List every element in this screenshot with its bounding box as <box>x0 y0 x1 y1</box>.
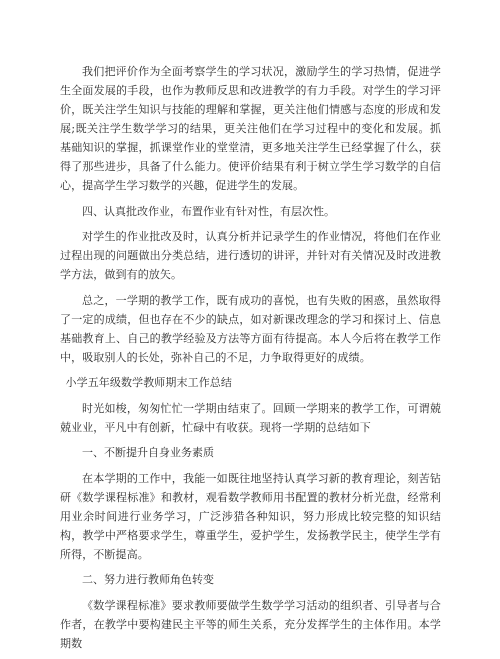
document-body <box>60 62 441 659</box>
paragraph-evaluation: 我们把评价作为全面考察学生的学习状况，激励学生的学习热情，促进学生全面发展的手段，也作为教师反思和改进教学的有力手段。对学生的学习评价，既关注学生知识与技能的理解和掌握，更关注他们情感与态度的形成和发展;既关注学生数学学习的结果，更关注他们在学习过程中的变化和发展。抓基础知识的掌握，抓课堂作业的堂堂清，更多地关注学生已经掌握了什么，获得了那些进步，具备了什么能力。使评价结果有利于树立学生学习数学的自信心，提高学生学习数学的兴趣，促进学生的发展。 <box>60 65 441 192</box>
paragraph-intro: 时光如梭，匆匆忙忙一学期由结束了。回顾一学期来的教学工作，可谓兢兢业业，平凡中有创新，忙碌中有收获。现将一学期的总结如下 <box>60 401 441 434</box>
paragraph-role: 《数学课程标准》要求教师要做学生数学学习活动的组织者、引导者与合作者，在教学中要构建民主平等的师生关系，充分发挥学生的主体作用。本学期数 <box>60 598 441 650</box>
section-heading-role: 二、努力进行教师角色转变 <box>82 573 214 586</box>
section-heading-homework: 四、认真批改作业，布置作业有针对性，有层次性。 <box>82 204 335 218</box>
paragraph-homework: 对学生的作业批改及时，认真分析并记录学生的作业情况，将他们在作业过程出现的问题做出分类总结，进行透切的讲评，并针对有关情况及时改进教学方法，做到有的放矢。 <box>60 230 441 281</box>
section-heading-quality: 一、不断提升自身业务素质 <box>82 446 214 459</box>
paragraph-quality: 在本学期的工作中，我能一如既往地坚持认真学习新的教育理论，刻苦钻研《数学课程标准》和教材，观看数学教师用书配置的教材分析光盘，经常利用业余时间进行业务学习，广泛涉猎各种知识，努力形成比较完整的知识结构，教学中严格要求学生，尊重学生，爱护学生，发扬教学民主，使学生学有所得，不断提高。 <box>60 471 441 561</box>
document-subtitle: 小学五年级数学教师期末工作总结 <box>65 376 232 389</box>
paragraph-summary: 总之，一学期的教学工作，既有成功的喜悦，也有失败的困惑，虽然取得了一定的成绩，但也存在不少的缺点，如对新课改理念的学习和探讨上、信息基础教育上、自己的教学经验及方法等方面有待提高。本人今后将在教学工作中，吸取别人的长处，弥补自己的不足，力争取得更好的成绩。 <box>60 293 441 364</box>
